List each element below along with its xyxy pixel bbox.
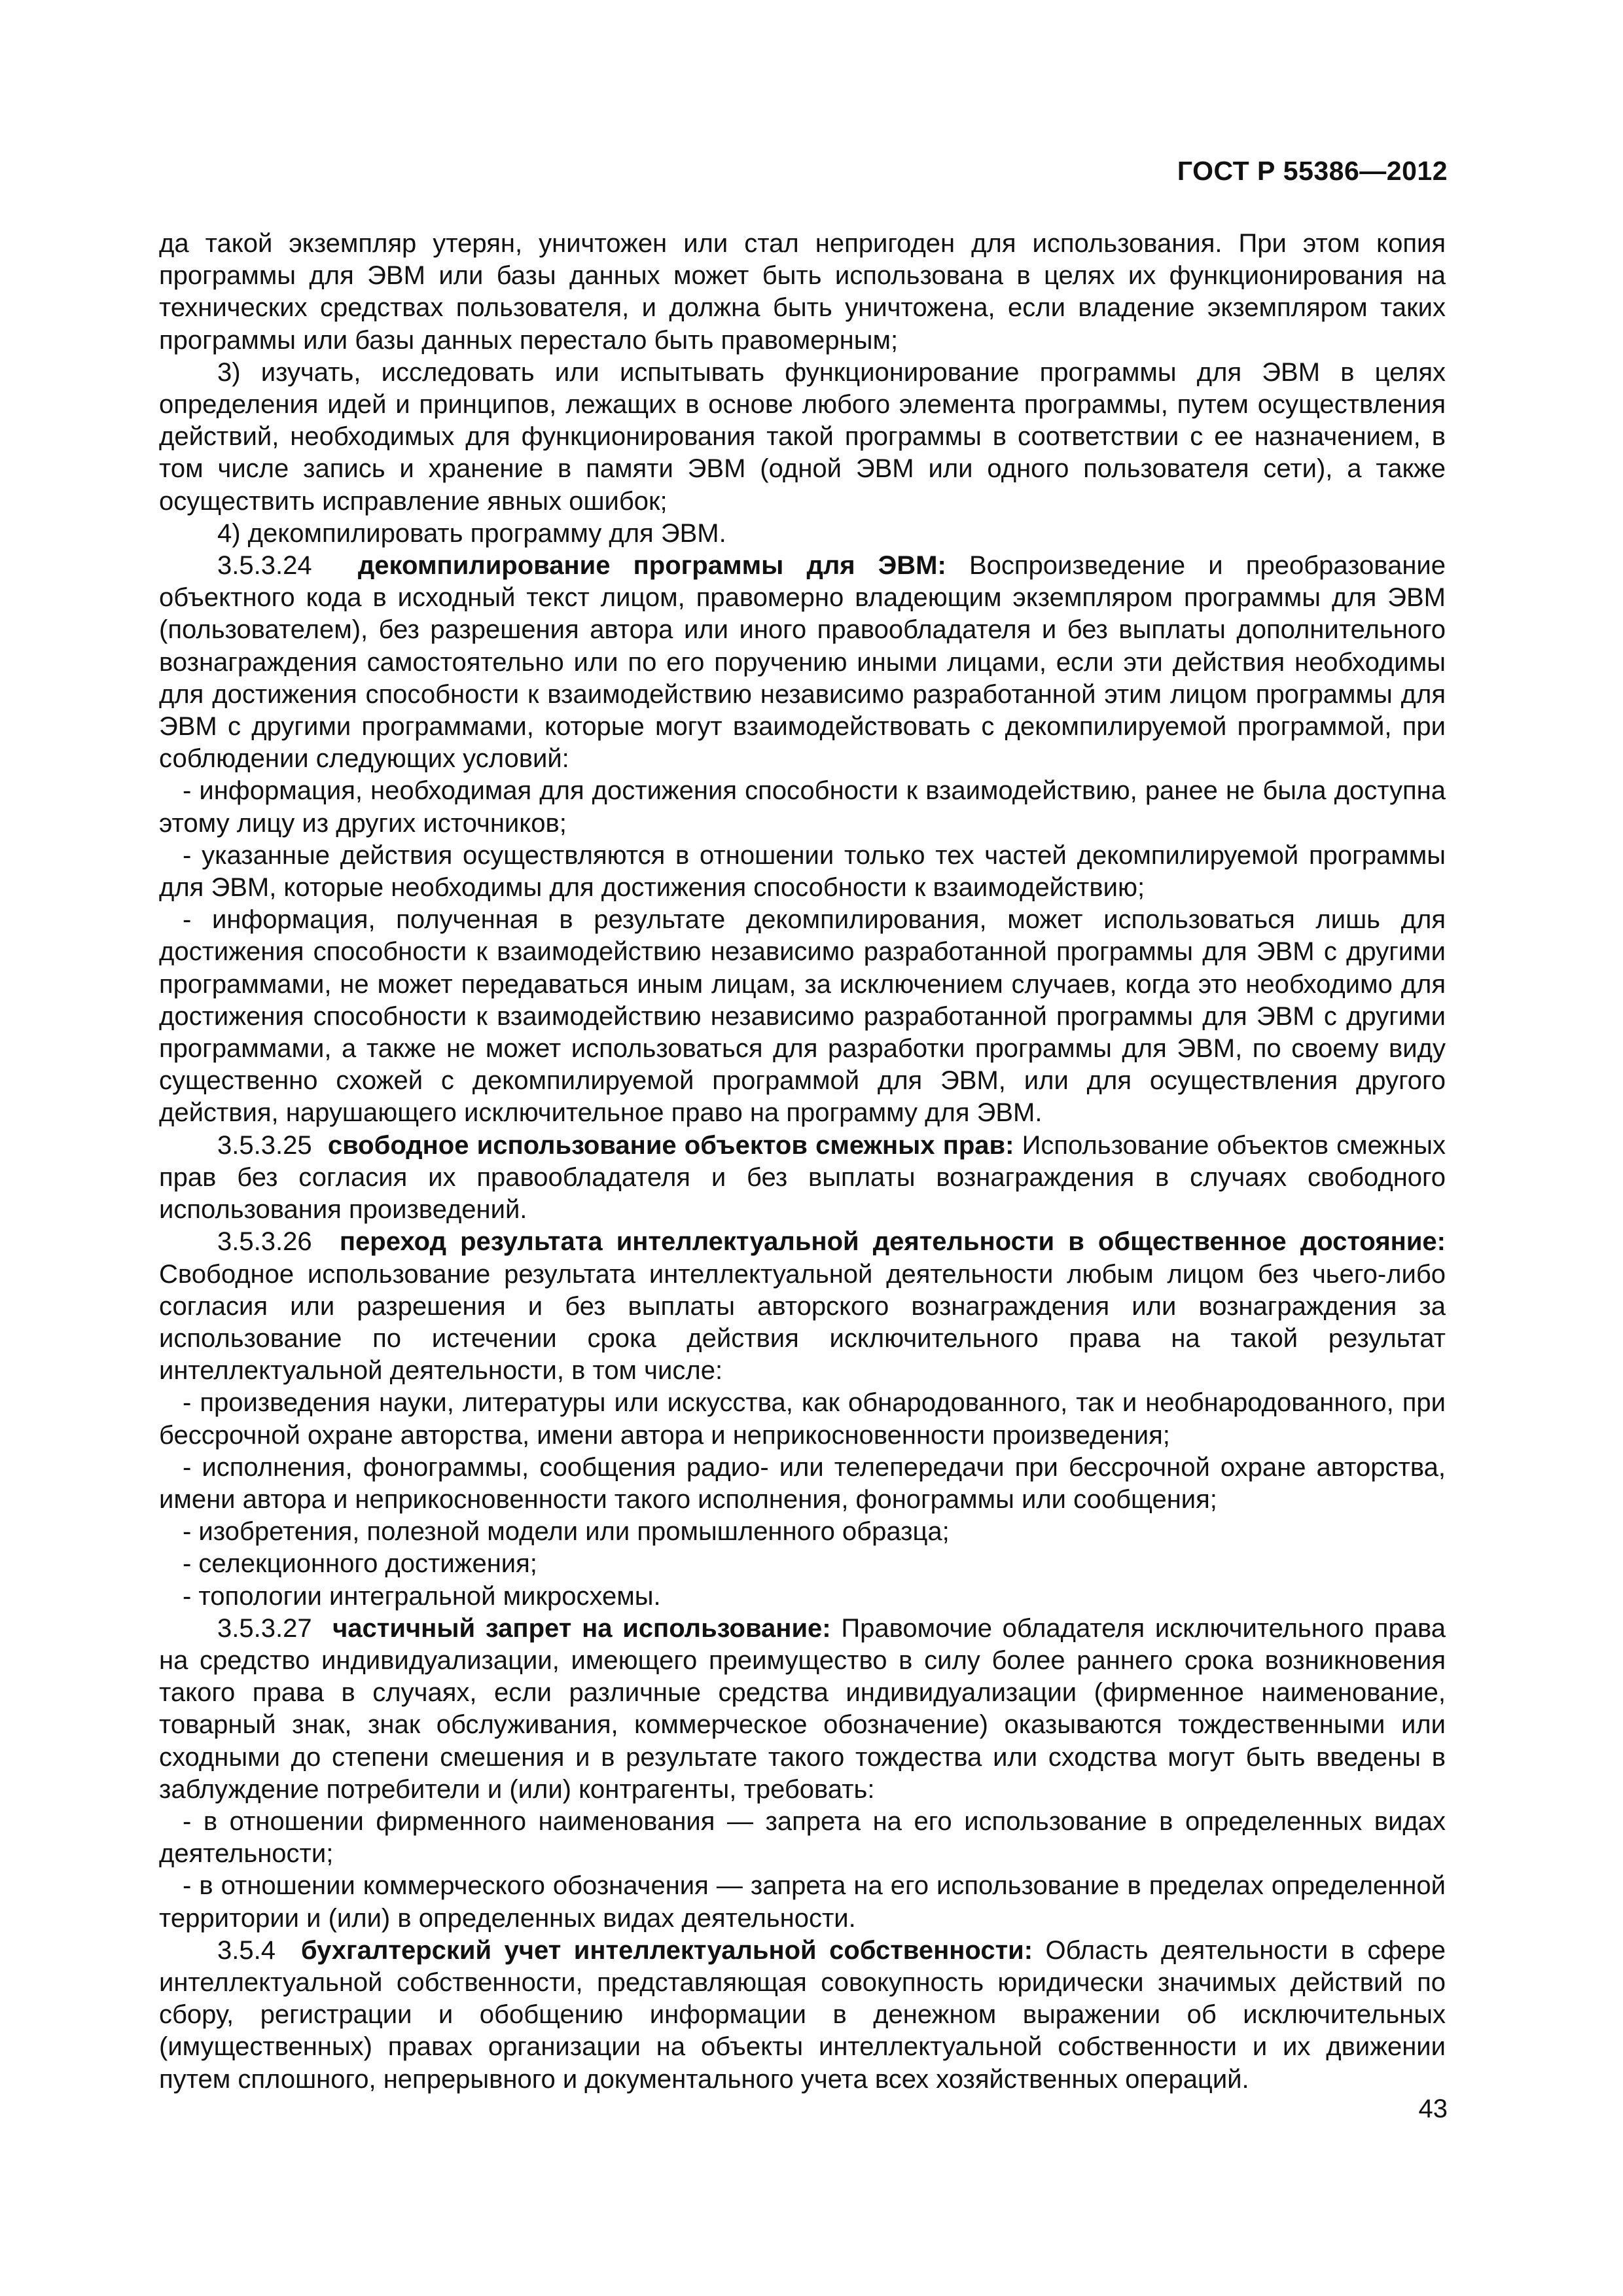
- defined-term: декомпилирование программы для ЭВМ:: [357, 551, 946, 581]
- paragraph-text: 4) декомпилировать программу для ЭВМ.: [217, 518, 726, 548]
- document-header-standard-id: ГОСТ Р 55386—2012: [1177, 156, 1448, 186]
- definition-text: Воспроизведение и преобразование объектного кода в исходный текст лицом, правомерно владеющим экземпляром программы для ЭВМ (пользователем), без разрешения автора или иного правообладателя и без выплаты дополнительного вознаграждения самостоятельно или по его поручению иными лицами, если эти действия необходимы для достижения способности к взаимодействию независимо разработанной этим лицом программы для ЭВМ с другими программами, которые могут взаимодействовать с декомпилируемой программой, при соблюдении следующих условий:: [159, 551, 1446, 774]
- paragraph: [159, 518, 1446, 550]
- list-item-text: - в отношении фирменного наименования — запрета на его использование в определенных видах деятельности;: [159, 1806, 1446, 1869]
- list-item-text: - в отношении коммерческого обозначения — запрета на его использование в пределах определенной территории и (или) в определенных видах деятельности.: [159, 1871, 1446, 1933]
- list-item-text: - топологии интегральной микросхемы.: [183, 1581, 661, 1611]
- list-item-text: - исполнения, фонограммы, сообщения радио- или телепередачи при бессрочной охране авторства, имени автора и неприкосновенности такого исполнения, фонограммы или сообщения;: [159, 1452, 1446, 1514]
- list-item: [159, 775, 1446, 839]
- definition-paragraph: [159, 1935, 1446, 2096]
- document-body: [159, 228, 1446, 2096]
- list-item-text: - информация, необходимая для достижения способности к взаимодействию, ранее не была доступна этому лицу из других источников;: [159, 776, 1446, 838]
- paragraph-text: 3) изучать, исследовать или испытывать функционирование программы для ЭВМ в целях определения идей и принципов, лежащих в основе любого элемента программы, путем осуществления действий, необходимых для функционирования такой программы в соответствии с ее назначением, в том числе запись и хранение в памяти ЭВМ (одной ЭВМ или одного пользователя сети), а также осуществить исправление явных ошибок;: [159, 357, 1446, 516]
- definition-paragraph: [159, 550, 1446, 775]
- clause-number: 3.5.3.26: [217, 1227, 312, 1257]
- list-item: [159, 1516, 1446, 1548]
- list-item: [159, 904, 1446, 1129]
- page-number: 43: [1418, 2094, 1448, 2123]
- definition-paragraph: [159, 1130, 1446, 1227]
- list-item-text: - указанные действия осуществляются в отношении только тех частей декомпилируемой программы для ЭВМ, которые необходимы для достижения способности к взаимодействию;: [159, 840, 1446, 903]
- clause-number: 3.5.3.24: [217, 551, 312, 581]
- definition-paragraph: [159, 1226, 1446, 1387]
- clause-number: 3.5.3.25: [217, 1130, 312, 1160]
- list-item: [159, 1387, 1446, 1451]
- list-item-text: - информация, полученная в результате декомпилирования, может использоваться лишь для достижения способности к взаимодействию независимо разработанной программы для ЭВМ с другими программами, не может передаваться иным лицам, за исключением случаев, когда это необходимо для достижения способности к взаимодействию независимо разработанной программы для ЭВМ с другими программами, а также не может использоваться для разработки программы для ЭВМ, по своему виду существенно схожей с декомпилируемой программой для ЭВМ, или для осуществления другого действия, нарушающего исключительное право на программу для ЭВМ.: [159, 905, 1446, 1128]
- list-item: [159, 1806, 1446, 1870]
- list-item: [159, 840, 1446, 904]
- list-item: [159, 1870, 1446, 1934]
- defined-term: бухгалтерский учет интеллектуальной собственности:: [300, 1935, 1033, 1965]
- clause-number: 3.5.3.27: [217, 1613, 312, 1643]
- definition-paragraph: [159, 1613, 1446, 1806]
- paragraph-text: да такой экземпляр утерян, уничтожен или стал непригоден для использования. При этом копия программы для ЭВМ или базы данных может быть использована в целях их функционирования на технических средствах пользователя, и должна быть уничтожена, если владение экземпляром таких программы или базы данных перестало быть правомерным;: [159, 229, 1446, 355]
- definition-text: Свободное использование результата интеллектуальной деятельности любым лицом без чьего-либо согласия или разрешения и без выплаты авторского вознаграждения или вознаграждения за использование по истечении срока действия исключительного права на такой результат интеллектуальной деятельности, в том числе:: [159, 1259, 1446, 1386]
- paragraph: [159, 228, 1446, 357]
- list-item: [159, 1452, 1446, 1516]
- definition-text: Область деятельности в сфере интеллектуальной собственности, представляющая совокупность юридически значимых действий по сбору, регистрации и обобщению информации в денежном выражении об исключительных (имущественных) правах организации на объекты интеллектуальной собственности и их движении путем сплошного, непрерывного и документального учета всех хозяйственных операций.: [159, 1935, 1446, 2094]
- paragraph: [159, 357, 1446, 518]
- list-item-text: - изобретения, полезной модели или промышленного образца;: [183, 1517, 950, 1547]
- list-item-text: - селекционного достижения;: [183, 1549, 537, 1579]
- definition-text: Использование объектов смежных прав без согласия их правообладателя и без выплаты вознаграждения в случаях свободного использования произведений.: [159, 1130, 1446, 1225]
- clause-number: 3.5.4: [217, 1935, 276, 1965]
- defined-term: частичный запрет на использование:: [332, 1613, 831, 1643]
- defined-term: переход результата интеллектуальной деятельности в общественное достояние:: [339, 1227, 1446, 1257]
- defined-term: свободное использование объектов смежных прав:: [327, 1130, 1014, 1160]
- definition-text: Правомочие обладателя исключительного права на средство индивидуализации, имеющего преимущество в силу более раннего срока возникновения такого права в случаях, если различные средства индивидуализации (фирменное наименование, товарный знак, знак обслуживания, коммерческое обозначение) оказываются тождественными или сходными до степени смешения и в результате такого тождества или сходства могут быть введены в заблуждение потребители и (или) контрагенты, требовать:: [159, 1613, 1446, 1804]
- list-item-text: - произведения науки, литературы или искусства, как обнародованного, так и необнародованного, при бессрочной охране авторства, имени автора и неприкосновенности произведения;: [159, 1388, 1446, 1450]
- list-item: [159, 1548, 1446, 1580]
- list-item: [159, 1581, 1446, 1613]
